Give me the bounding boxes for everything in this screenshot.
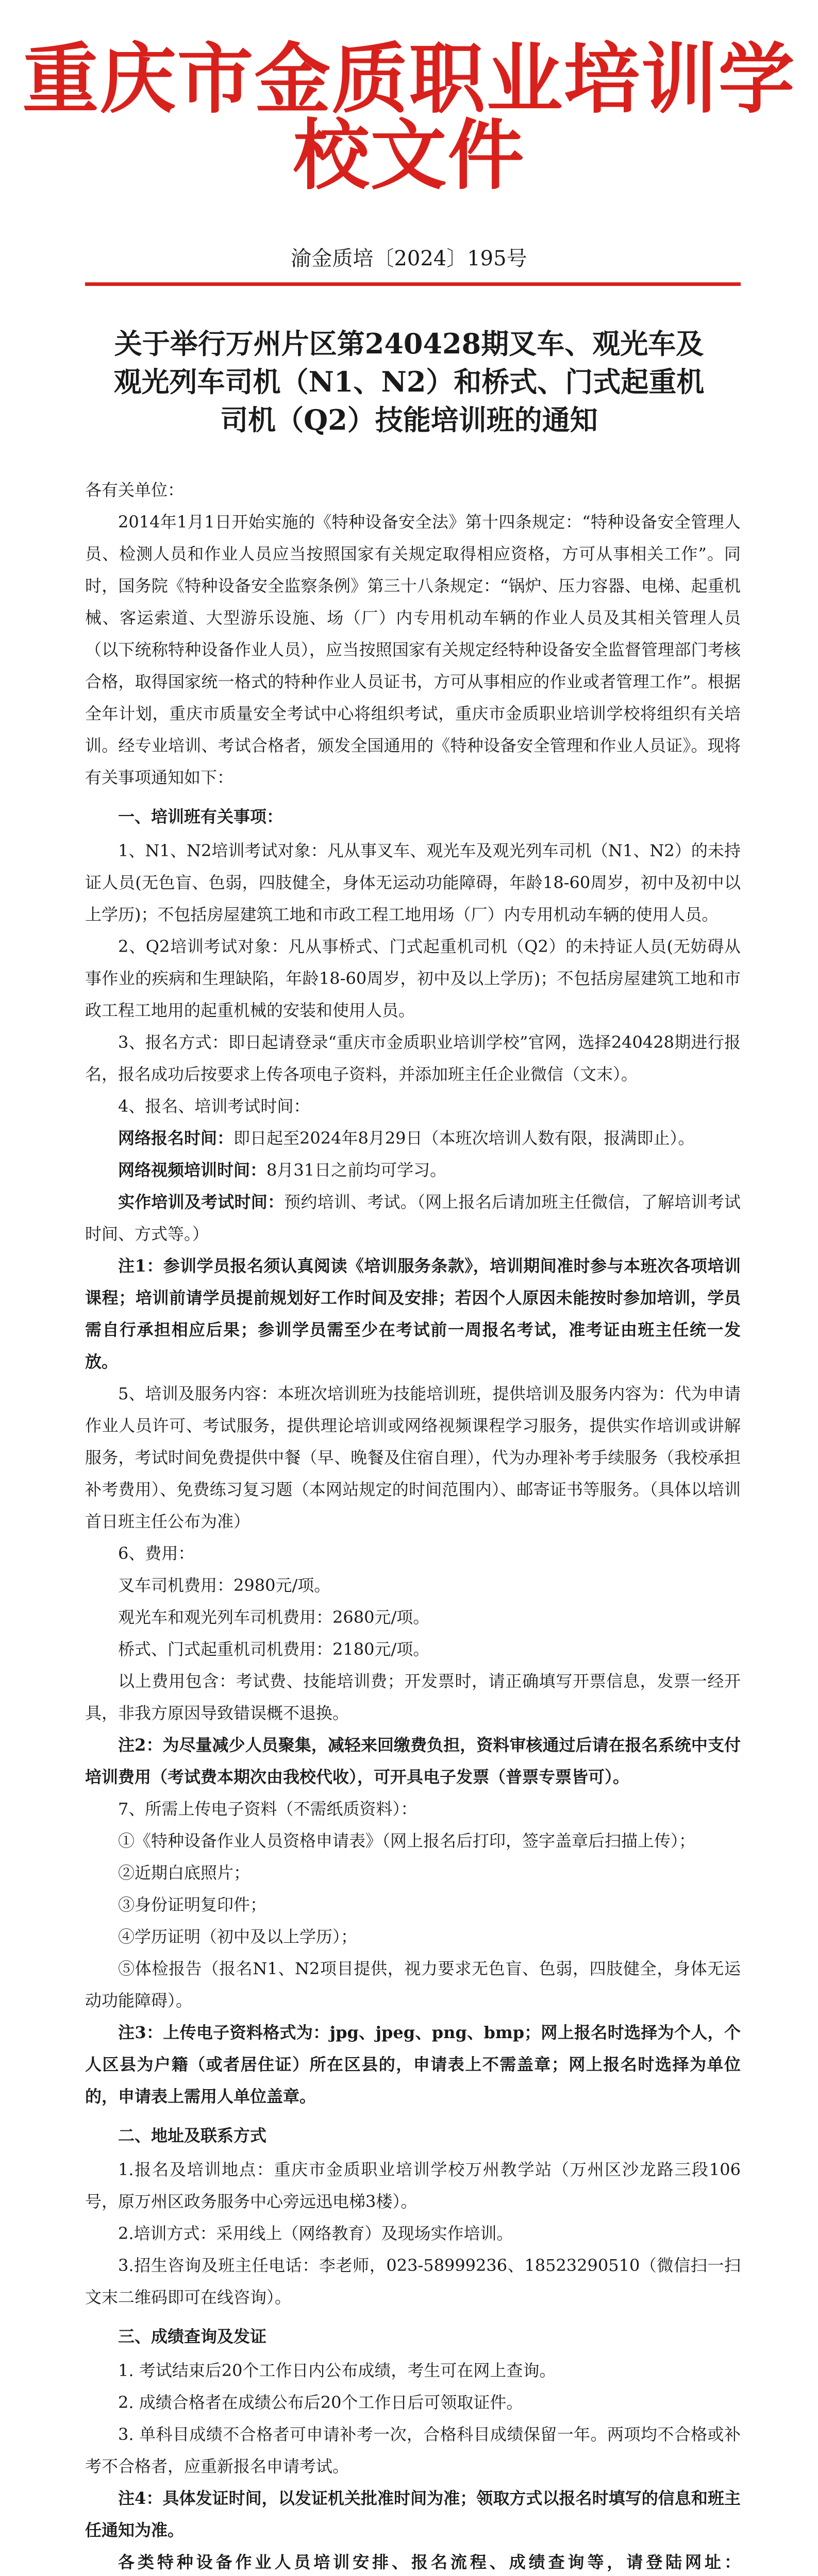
paragraph-materials-heading: 7、所需上传电子资料（不需纸质资料）： xyxy=(118,1799,418,1819)
label-video-training: 网络视频培训时间： xyxy=(118,1160,267,1180)
paragraph-online-registration xyxy=(85,1122,741,1154)
paragraph-services: 5、培训及服务内容：本班次培训班为技能培训班，提供培训及服务内容为：代为申请作业人员许可、考试服务，提供理论培训或网络视频课程学习服务，提供实作培训或讲解服务，考试时间免费提供中餐（早、晚餐及住宿自理），代为办理补考手续服务（我校承担补考费用）、免费练习复习题（本网站规定的时间范围内）、邮寄证书等服务。（具体以培训首日班主任公布为准） xyxy=(85,1384,741,1531)
paragraph-n1-n2-target: 1、N1、N2培训考试对象：凡从事叉车、观光车及观光列车司机（N1、N2）的未持证人员(无色盲、色弱，四肢健全，身体无运动功能障碍，年龄18-60周岁，初中及初中以上学历)；不包括房屋建筑工地和市政工程工地用场（厂）内专用机动车辆的使用人员。 xyxy=(85,841,741,924)
intro-paragraph: 2014年1月1日开始实施的《特种设备安全法》第十四条规定：“特种设备安全管理人员、检测人员和作业人员应当按照国家有关规定取得相应资格，方可从事相关工作”。同时，国务院《特种设备安全监察条例》第三十八条规定：“锅炉、压力容器、电梯、起重机械、客运索道、大型游乐设施、场（厂）内专用机动车辆的作业人员及其相关管理人员（以下统称特种设备作业人员），应当按照国家有关规定经特种设备安全监督管理部门考核合格，取得国家统一格式的特种作业人员证书，方可从事相应的作业或者管理工作”。根据全年计划，重庆市质量安全考试中心将组织考试，重庆市金质职业培训学校将组织有关培训。经专业培训、考试合格者，颁发全国通用的《特种设备安全管理和作业人员证》。现将有关事项通知如下： xyxy=(85,512,741,787)
paragraph-schedule-heading: 4、报名、培训考试时间： xyxy=(118,1096,310,1116)
list-item: ①《特种设备作业人员资格申请表》（网上报名后打印，签字盖章后扫描上传）； xyxy=(118,1831,696,1851)
note-1: 注1：参训学员报名须认真阅读《培训服务条款》，培训期间准时参与本班次各项培训课程；培训前请学员提前规划好工作时间及安排；若因个人原因未能按时参加培训，学员需自行承担相应后果；参训学员需至少在考试前一周报名考试，准考证由班主任统一发放。 xyxy=(85,1256,741,1371)
paragraph-certificate-pickup: 2. 成绩合格者在成绩公布后20个工作日后可领取证件。 xyxy=(118,2393,523,2412)
notice-title-line: 司机（Q2）技能培训班的通知 xyxy=(220,403,598,436)
red-divider xyxy=(85,282,741,286)
note-2: 注2：为尽量减少人员聚集，减轻来回缴费负担，资料审核通过后请在报名系统中支付培训费用（考试费本期次由我校代收），可开具电子发票（普票专票皆可）。 xyxy=(85,1735,741,1787)
note-3: 注3：上传电子资料格式为：jpg、jpeg、png、bmp；网上报名时选择为个人，个人区县为户籍（或者居住证）所在区县的，申请表上不需盖章；网上报名时选择为单位的，申请表上需用人单位盖章。 xyxy=(85,2023,741,2106)
org-document-title: 重庆市金质职业培训学校文件 xyxy=(22,35,796,200)
section-heading-2: 二、地址及联系方式 xyxy=(118,2126,267,2145)
salutation: 各有关单位： xyxy=(85,480,185,500)
paragraph-q2-target: 2、Q2培训考试对象：凡从事桥式、门式起重机司机（Q2）的未持证人员(无妨碍从事作业的疾病和生理缺陷，年龄18-60周岁，初中及以上学历)；不包括房屋建筑工地和市政工程工地用的起重机械的安装和使用人员。 xyxy=(85,937,741,1020)
notice-title-line: 观光列车司机（N1、N2）和桥式、门式起重机 xyxy=(113,365,705,398)
notice-title xyxy=(93,325,725,439)
text-online-registration: 即日起至2024年8月29日（本班次培训人数有限，报满即止）。 xyxy=(233,1128,695,1148)
paragraph-registration-method: 3、报名方式：即日起请登录“重庆市金质职业培训学校”官网，选择240428期进行报名，报名成功后按要求上传各项电子资料，并添加班主任企业微信（文末）。 xyxy=(85,1032,741,1084)
text-video-training: 8月31日之前均可学习。 xyxy=(266,1160,447,1180)
paragraph-contact-phone: 3.招生咨询及班主任电话：李老师，023-58999236、18523290510（微信扫一扫文末二维码即可在线咨询）。 xyxy=(85,2256,741,2307)
paragraph-video-training xyxy=(85,1154,741,1186)
paragraph-website xyxy=(85,2546,741,2576)
list-item: ④学历证明（初中及以上学历）； xyxy=(118,1927,358,1946)
list-item: ②近期白底照片； xyxy=(118,1863,251,1883)
label-online-registration: 网络报名时间： xyxy=(118,1128,234,1148)
paragraph-training-mode: 2.培训方式：采用线上（网络教育）及现场实作培训。 xyxy=(118,2224,513,2243)
website-prefix: 各类特种设备作业人员培训安排、报名流程、成绩查询等，请登陆网址： xyxy=(118,2552,741,2572)
fee-sightseeing: 观光车和观光列车司机费用：2680元/项。 xyxy=(118,1607,430,1627)
paragraph-address: 1.报名及培训地点：重庆市金质职业培训学校万州教学站（万州区沙龙路三段106号，原万州区政务服务中心旁远迅电梯3楼）。 xyxy=(85,2160,741,2211)
paragraph-fees-heading: 6、费用： xyxy=(118,1544,195,1563)
list-item: ⑤体检报告（报名N1、N2项目提供，视力要求无色盲、色弱，四肢健全，身体无运动功能障碍）。 xyxy=(85,1959,741,2010)
paragraph-results-publish: 1. 考试结束后20个工作日内公布成绩，考生可在网上查询。 xyxy=(118,2361,556,2380)
notice-body xyxy=(85,474,741,2576)
text-practice-training: 预约培训、考试。（网上报名后请加班主任微信，了解培训考试时间、方式等。） xyxy=(85,1192,741,1244)
paragraph-practice-training xyxy=(85,1186,741,1250)
paragraph-retake: 3. 单科目成绩不合格者可申请补考一次，合格科目成绩保留一年。两项均不合格或补考不合格者，应重新报名申请考试。 xyxy=(85,2425,741,2476)
fee-crane: 桥式、门式起重机司机费用：2180元/项。 xyxy=(118,1639,430,1659)
fee-forklift: 叉车司机费用：2980元/项。 xyxy=(118,1575,331,1595)
note-4: 注4：具体发证时间，以发证机关批准时间为准；领取方式以报名时填写的信息和班主任通知为准。 xyxy=(85,2488,741,2540)
section-heading-3: 三、成绩查询及发证 xyxy=(118,2327,267,2346)
notice-title-line: 关于举行万州片区第240428期叉车、观光车及 xyxy=(114,327,704,360)
section-heading-1: 一、培训班有关事项： xyxy=(118,807,283,826)
label-practice-training: 实作培训及考试时间： xyxy=(118,1192,285,1212)
document-number: 渝金质培〔2024〕195号 xyxy=(291,247,527,270)
fee-note: 以上费用包含：考试费、技能培训费；开发票时，请正确填写开票信息，发票一经开具，非我方原因导致错误概不退换。 xyxy=(85,1671,741,1723)
list-item: ③身份证明复印件； xyxy=(118,1895,267,1914)
